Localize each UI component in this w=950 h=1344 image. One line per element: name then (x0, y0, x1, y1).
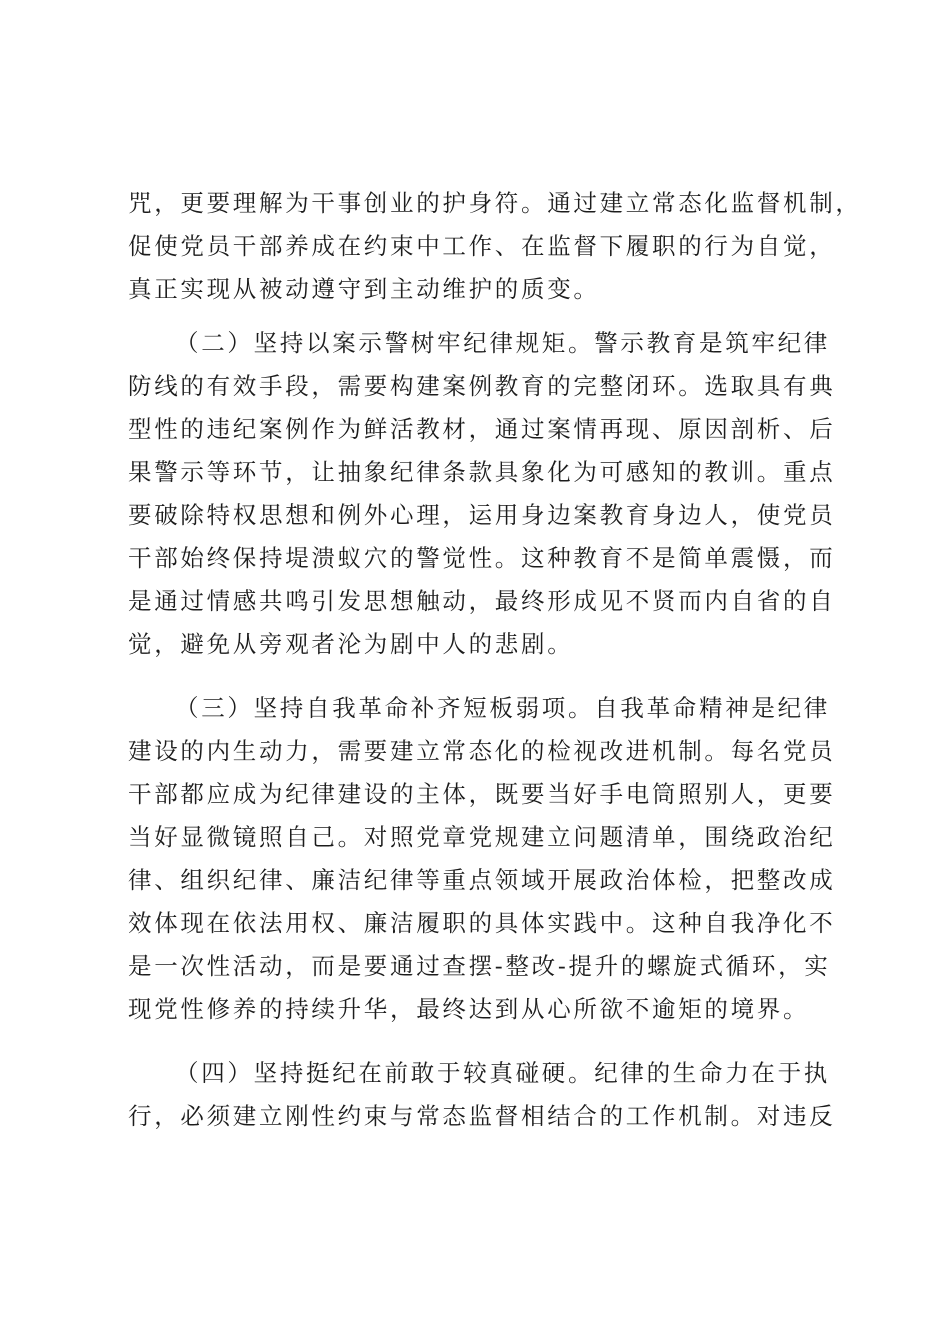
text-line: 型性的违纪案例作为鲜活教材，通过案情再现、原因剖析、后 (128, 415, 836, 443)
text-line: 是一次性活动，而是要通过查摆-整改-提升的螺旋式循环，实 (128, 952, 831, 980)
paragraph-heading-4: （四）坚持挺纪在前敢于较真碰硬。纪律的生命力在于执 (175, 1059, 830, 1087)
text-line: 是通过情感共鸣引发思想触动，最终形成见不贤而内自省的自 (128, 587, 836, 615)
text-line: 咒，更要理解为干事创业的护身符。通过建立常态化监督机制， (128, 189, 862, 217)
text-line: 要破除特权思想和例外心理，运用身边案教育身边人，使党员 (128, 501, 836, 529)
paragraph-heading-2: （二）坚持以案示警树牢纪律规矩。警示教育是筑牢纪律 (175, 329, 830, 357)
text-line: 防线的有效手段，需要构建案例教育的完整闭环。选取具有典 (128, 372, 836, 400)
text-line: 律、组织纪律、廉洁纪律等重点领域开展政治体检，把整改成 (128, 866, 836, 894)
text-line: 干部始终保持堤溃蚁穴的警觉性。这种教育不是简单震慑，而 (128, 544, 836, 572)
text-line: 行，必须建立刚性约束与常态监督相结合的工作机制。对违反 (128, 1102, 836, 1130)
text-line: 促使党员干部养成在约束中工作、在监督下履职的行为自觉， (128, 232, 836, 260)
text-line: 效体现在依法用权、廉洁履职的具体实践中。这种自我净化不 (128, 909, 836, 937)
paragraph-heading-3: （三）坚持自我革命补齐短板弱项。自我革命精神是纪律 (175, 694, 830, 722)
text-line: 建设的内生动力，需要建立常态化的检视改进机制。每名党员 (128, 737, 836, 765)
text-line: 当好显微镜照自己。对照党章党规建立问题清单，围绕政治纪 (128, 823, 836, 851)
text-line: 果警示等环节，让抽象纪律条款具象化为可感知的教训。重点 (128, 458, 836, 486)
text-line: 觉，避免从旁观者沦为剧中人的悲剧。 (128, 630, 574, 658)
text-line: 干部都应成为纪律建设的主体，既要当好手电筒照别人，更要 (128, 780, 836, 808)
text-line: 现党性修养的持续升华，最终达到从心所欲不逾矩的境界。 (128, 995, 810, 1023)
text-line: 真正实现从被动遵守到主动维护的质变。 (128, 275, 600, 303)
